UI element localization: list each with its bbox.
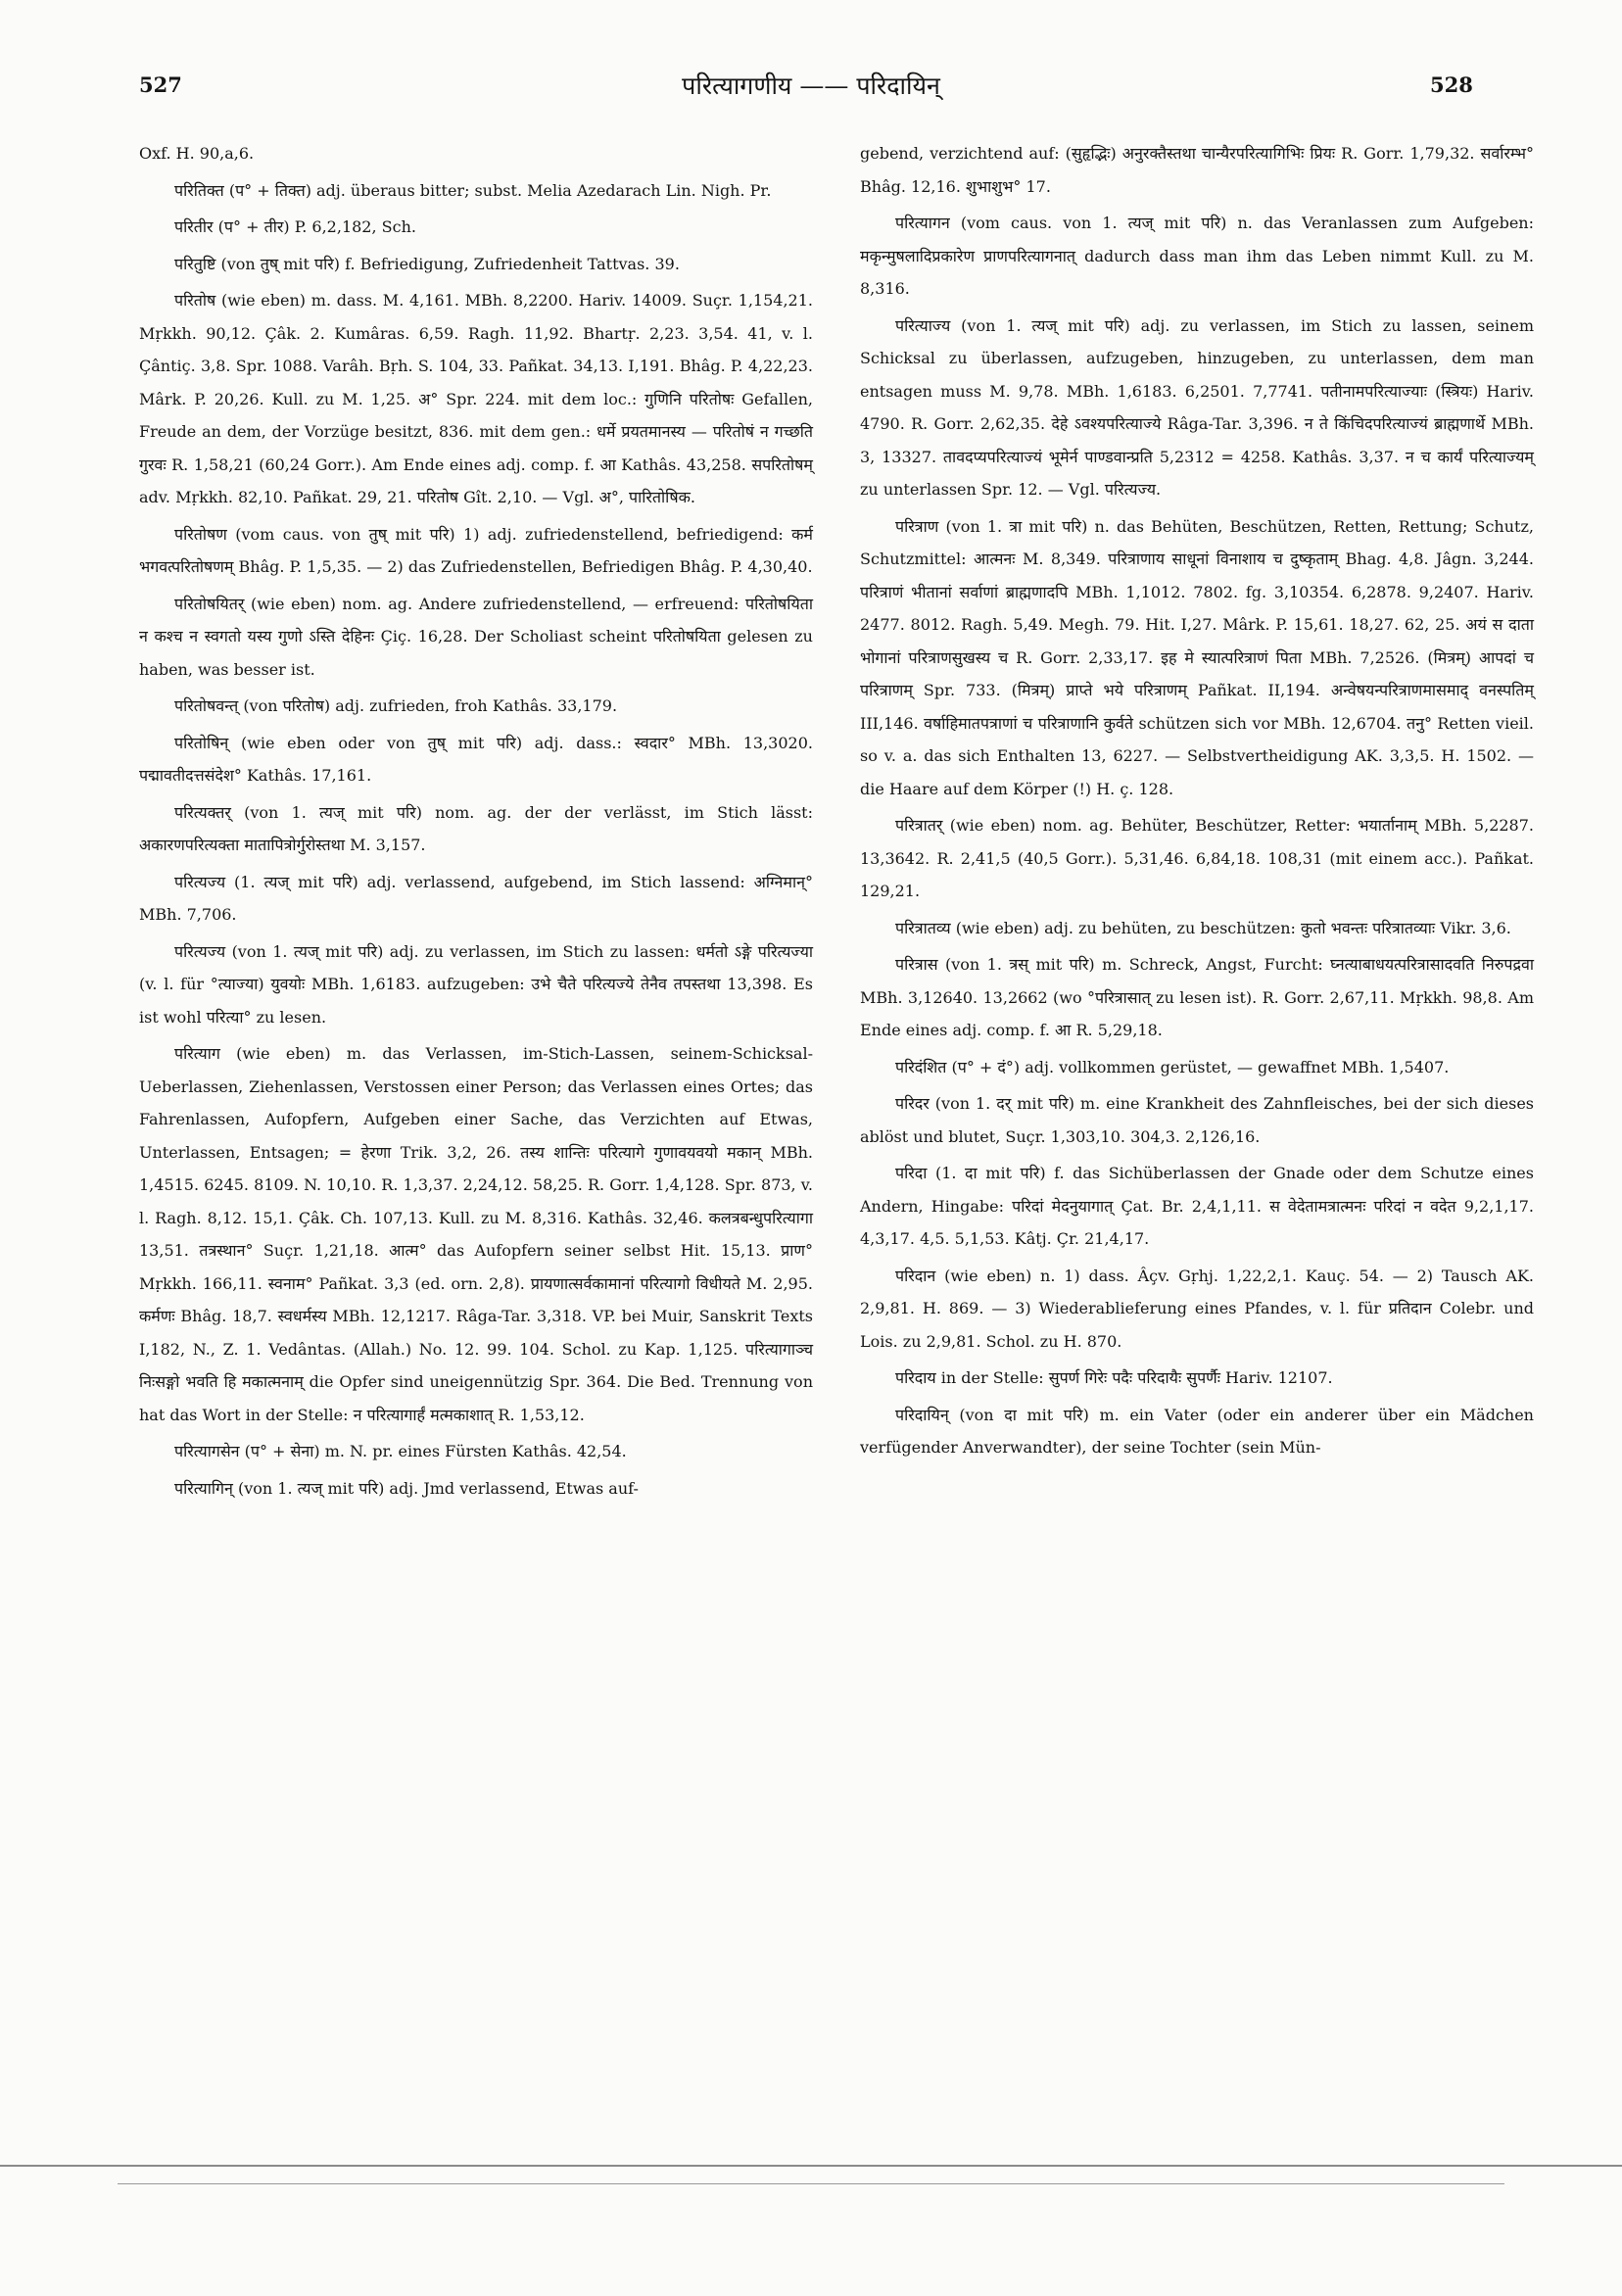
dictionary-entry: gebend, verzichtend auf: (सुहृद्भिः) अनुरक्तैस्तथा चान्यैरपरित्यागिभिः प्रियः R. Gorr. 1,79,32. सर्वारम्भ° Bhâg. 12,16. शुभाशुभ° 17. xyxy=(860,144,1534,196)
dictionary-entry: परित्यज्य (von 1. त्यज् mit परि) adj. zu verlassen, im Stich zu lassen: धर्मतो ऽङ्गे परित्यज्या (v. l. für °त्याज्या) युवयोः MBh. 1,6183. aufzugeben: उभे चैते परित्यज्ये तेनैव तपस्तथा 13,398. Es ist wohl परित्या° zu lesen. xyxy=(139,941,813,1027)
dictionary-entry: परिदर (von 1. दर् mit परि) m. eine Krankheit des Zahnfleisches, bei der sich dieses ablöst und blutet, Suçr. 1,303,10. 304,3. 2,126,16. xyxy=(860,1094,1534,1146)
right-column xyxy=(860,137,1534,1468)
dictionary-entry: परितोष (wie eben) m. dass. M. 4,161. MBh. 8,2200. Hariv. 14009. Suçr. 1,154,21. Mṛkkh. 90,12. Çâk. 2. Kumâras. 6,59. Ragh. 11,92. Bhartṛ. 2,23. 3,54. 41, v. l. Çântiç. 3,8. Spr. 1088. Varâh. Bṛh. S. 104, 33. Pañkat. 34,13. I,191. Bhâg. P. 4,22,23. Mârk. P. 20,26. Kull. zu M. 1,25. अ° Spr. 224. mit dem loc.: गुणिनि परितोषः Gefallen, Freude an dem, der Vorzüge besitzt, 836. mit dem gen.: धर्मे प्रयतमानस्य — परितोषं न गच्छति गुरवः R. 1,58,21 (60,24 Gorr.). Am Ende eines adj. comp. f. आ Kathâs. 43,258. सपरितोषम् adv. Mṛkkh. 82,10. Pañkat. 29, 21. परितोष Gît. 2,10. — Vgl. अ°, पारितोषिक. xyxy=(139,291,813,506)
dictionary-entry: परिदाय in der Stelle: सुपर्ण गिरेः पदैः परिदायैः सुपर्णैः Hariv. 12107. xyxy=(895,1368,1333,1387)
dictionary-entry: परितोषिन् (wie eben oder von तुष् mit परि) adj. dass.: स्वदार° MBh. 13,3020. पद्मावतीदत्तसंदेश° Kathâs. 17,161. xyxy=(139,733,813,785)
bottom-rule-thin xyxy=(118,2183,1504,2184)
right-page-number: 528 xyxy=(1430,72,1473,97)
dictionary-entry: परितोषण (vom caus. von तुष् mit परि) 1) adj. zufriedenstellend, befriedigend: कर्म भगवत्परितोषणम् Bhâg. P. 1,5,35. — 2) das Zufriedenstellen, Befriedigen Bhâg. P. 4,30,40. xyxy=(139,524,813,576)
dictionary-entry: परित्रातर् (wie eben) nom. ag. Behüter, Beschützer, Retter: भयार्तानाम् MBh. 5,2287. 13,3642. R. 2,41,5 (40,5 Gorr.). 5,31,46. 6,84,18. 108,31 (mit einem acc.). Pañkat. 129,21. xyxy=(860,816,1534,900)
dictionary-entry: परित्याग (wie eben) m. das Verlassen, im-Stich-Lassen, seinem-Schicksal-Ueberlassen, Ziehenlassen, Verstossen einer Person; das Verlassen eines Ortes; das Fahrenlassen, Aufopfern, Aufgeben einer Sache, das Verzichten auf Etwas, Unterlassen, Entsagen; = हेरणा Trik. 3,2, 26. तस्य शान्तिः परित्यागे गुणावयवयो मकान् MBh. 1,4515. 6245. 8109. N. 10,10. R. 1,3,37. 2,24,12. 58,25. R. Gorr. 1,4,128. Spr. 873, v. l. Ragh. 8,12. 15,1. Çâk. Ch. 107,13. Kull. zu M. 8,316. Kathâs. 32,46. कलत्रबन्धुपरित्यागा 13,51. तत्रस्थान° Suçr. 1,21,18. आत्म° das Aufopfern seiner selbst Hit. 15,13. प्राण° Mṛkkh. 166,11. स्वनाम° Pañkat. 3,3 (ed. orn. 2,8). प्रायणात्सर्वकामानां परित्यागो विधीयते M. 2,95. कर्मणः Bhâg. 18,7. स्वधर्मस्य MBh. 12,1217. Râga-Tar. 3,318. VP. bei Muir, Sanskrit Texts I,182, N., Z. 1. Vedântas. (Allah.) No. 12. 99. 104. Schol. zu Kap. 1,125. परित्यागाञ्च निःसङ्गो भवति हि मकात्मनाम् die Opfer sind uneigennützig Spr. 364. Die Bed. Trennung von hat das Wort in der Stelle: न परित्यागार्हं मत्मकाशात् R. 1,53,12. xyxy=(139,1044,813,1424)
dictionary-entry: परित्रातव्य (wie eben) adj. zu behüten, zu beschützen: कुतो भवन्तः परित्रातव्याः Vikr. 3,6. xyxy=(895,918,1511,937)
dictionary-entry: Oxf. H. 90,a,6. xyxy=(139,144,255,163)
dictionary-entry: परित्राण (von 1. त्रा mit परि) n. das Behüten, Beschützen, Retten, Rettung; Schutz, Schutzmittel: आत्मनः M. 8,349. परित्राणाय साधूनां विनाशाय च दुष्कृताम् Bhag. 4,8. Jâgn. 3,244. परित्राणं भीतानां सर्वाणां ब्राह्मणादपि MBh. 1,1012. 7802. fg. 3,10354. 6,2878. 9,2407. Hariv. 2477. 8012. Ragh. 5,49. Megh. 79. Hit. I,27. Mârk. P. 15,61. 18,27. 62, 25. अयं स दाता भोगानां परित्राणसुखस्य च R. Gorr. 2,33,17. इह मे स्यात्परित्राणं पिता MBh. 7,2526. (मित्रम्) आपदां च परित्राणम् Spr. 733. (मित्रम्) प्राप्ते भये परित्राणम् Pañkat. II,194. अन्वेषयन्परित्राणमासमाद् वनस्पतिम् III,146. वर्षाहिमातपत्राणां च परित्राणानि कुर्वते schützen sich vor MBh. 12,6704. तनु° Retten vieil. so v. a. das sich Enthalten 13, 6227. — Selbstvertheidigung AK. 3,3,5. H. 1502. — die Haare auf dem Körper (!) H. ç. 128. xyxy=(860,516,1534,798)
left-column xyxy=(139,137,813,1508)
dictionary-entry: परित्रास (von 1. त्रस् mit परि) m. Schreck, Angst, Furcht: घ्नत्याबाधयत्परित्रासादवति निरुपद्रवा MBh. 3,12640. 13,2662 (wo °परित्रासात् zu lesen ist). R. Gorr. 2,67,11. Mṛkkh. 98,8. Am Ende eines adj. comp. f. आ R. 5,29,18. xyxy=(860,955,1534,1039)
dictionary-entry: परित्यागन (vom caus. von 1. त्यज् mit परि) n. das Veranlassen zum Aufgeben: मकृन्मुषलादिप्रकारेण प्राणपरित्यागनात् dadurch dass man ihm das Leben nimmt Kull. zu M. 8,316. xyxy=(860,214,1534,298)
dictionary-entry: परित्यागिन् (von 1. त्यज् mit परि) adj. Jmd verlassend, Etwas auf- xyxy=(174,1478,639,1498)
dictionary-entry: परित्यज्य (1. त्यज् mit परि) adj. verlassend, aufgebend, im Stich lassend: अग्निमान्° MBh. 7,706. xyxy=(139,872,813,924)
dictionary-entry: परिदायिन् (von दा mit परि) m. ein Vater (oder ein anderer über ein Mädchen verfügender Anverwandter), der seine Tochter (sein Mün- xyxy=(860,1405,1534,1457)
dictionary-entry: परितुष्टि (von तुष् mit परि) f. Befriedigung, Zufriedenheit Tattvas. 39. xyxy=(174,254,680,273)
dictionary-entry: परितीर (प° + तीर) P. 6,2,182, Sch. xyxy=(174,217,416,236)
left-page-number: 527 xyxy=(139,72,182,97)
dictionary-entry: परितोषवन्त् (von परितोष) adj. zufrieden, froh Kathâs. 33,179. xyxy=(174,696,618,715)
page-header xyxy=(0,72,1622,112)
dictionary-entry: परिदंशित (प° + दं°) adj. vollkommen gerüstet, — gewaffnet MBh. 1,5407. xyxy=(895,1057,1450,1076)
dictionary-entry: परित्याज्य (von 1. त्यज् mit परि) adj. zu verlassen, im Stich zu lassen, seinem Schicksal zu überlassen, aufzugeben, hinzugeben, zu unterlassen, dem man entsagen muss M. 9,78. MBh. 1,6183. 6,2501. 7,7741. पतीनामपरित्याज्याः (स्त्रियः) Hariv. 4790. R. Gorr. 2,62,35. देहे ऽवश्यपरित्याज्ये Râga-Tar. 3,396. न ते किंचिदपरित्याज्यं ब्राह्मणार्थे MBh. 3, 13327. तावदप्यपरित्याज्यं भूमेर्न पाण्डवान्प्रति 5,2312 = 4258. Kathâs. 3,37. न च कार्यं परित्याज्यम् zu unterlassen Spr. 12. — Vgl. परित्यज्य. xyxy=(860,315,1534,499)
dictionary-entry: परित्यक्तर् (von 1. त्यज् mit परि) nom. ag. der der verlässt, im Stich lässt: अकारणपरित्यक्ता मातापित्रोर्गुरोस्तथा M. 3,157. xyxy=(139,802,813,854)
dictionary-entry: परिदान (wie eben) n. 1) dass. Âçv. Gṛhj. 1,22,2,1. Kauç. 54. — 2) Tausch AK. 2,9,81. H. 869. — 3) Wiederablieferung eines Pfandes, v. l. für प्रतिदान Colebr. und Lois. zu 2,9,81. Schol. zu H. 870. xyxy=(860,1266,1534,1351)
dictionary-entry: परिदा (1. दा mit परि) f. das Sichüberlassen der Gnade oder dem Schutze eines Andern, Hingabe: परिदां मेदनुयागात् Çat. Br. 2,4,1,11. स वेदेतामत्रात्मनः परिदां न वदेत 9,2,1,17. 4,3,17. 4,5. 5,1,53. Kâtj. Çr. 21,4,17. xyxy=(860,1164,1534,1248)
bottom-rule xyxy=(0,2165,1622,2167)
dictionary-entry: परित्यागसेन (प° + सेना) m. N. pr. eines Fürsten Kathâs. 42,54. xyxy=(174,1442,627,1460)
dictionary-entry: परितोषयितर् (wie eben) nom. ag. Andere zufriedenstellend, — erfreuend: परितोषयिता न कश्च न स्वगतो यस्य गुणो ऽस्ति देहिनः Çiç. 16,28. Der Scholiast scheint परितोषयिता gelesen zu haben, was besser ist. xyxy=(139,594,813,679)
running-title: परित्यागणीय —— परिदायिन् xyxy=(682,72,940,100)
dictionary-entry: परितिक्त (प° + तिक्त) adj. überaus bitter; subst. Melia Azedarach Lin. Nigh. Pr. xyxy=(174,180,772,200)
